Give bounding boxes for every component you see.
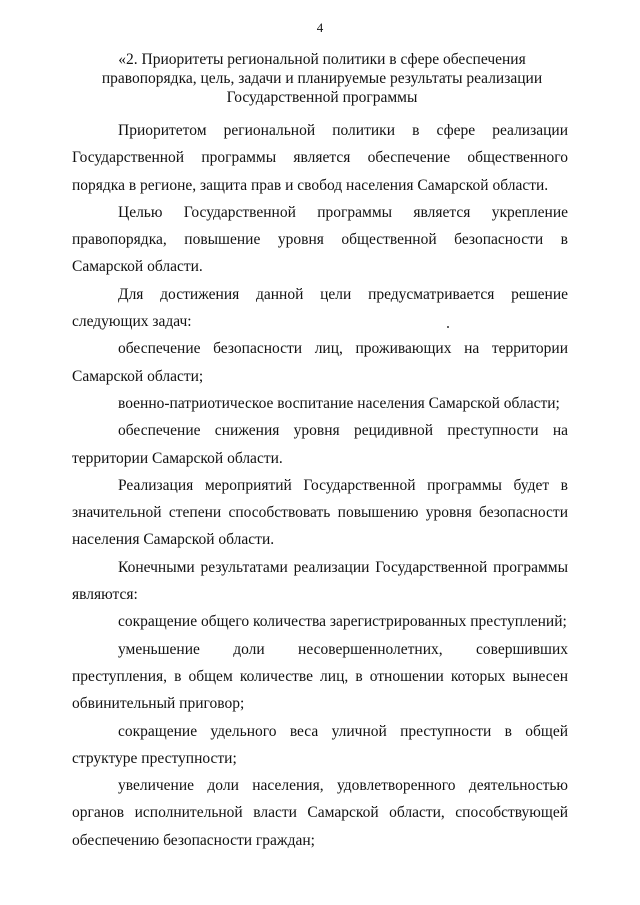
list-item: военно-патриотическое воспитание населения Самарской области; xyxy=(118,394,560,412)
list-item: сокращение общего количества зарегистрированных преступлений; xyxy=(118,613,567,631)
list-item: сокращение удельного веса уличной преступности в общей структуре преступности; xyxy=(72,722,568,767)
paragraph: Приоритетом региональной политики в сфере реализации Государственной программы является обеспечение общественного порядка в регионе, защита прав и свобод населения Самарской области. xyxy=(72,122,568,194)
paragraph: Для достижения данной цели предусматривается решение следующих задач: xyxy=(72,285,568,331)
paragraph: Конечными результатами реализации Государственной программы являются: xyxy=(72,558,568,604)
paragraph: Реализация мероприятий Государственной программы будет в значительной степени способствовать повышению уровня безопасности населения Самарской области. xyxy=(72,476,568,549)
document-body xyxy=(72,117,568,854)
list-item: обеспечение снижения уровня рецидивной преступности на территории Самарской области. xyxy=(72,422,568,467)
page-number: 4 xyxy=(316,20,324,35)
section-heading: «2. Приоритеты региональной политики в сфере обеспечения правопорядка, цель, задачи и планируемые результаты реализации Государственной программы xyxy=(101,51,543,106)
scan-speck xyxy=(447,326,449,328)
list-item: увеличение доли населения, удовлетворенного деятельностью органов исполнительной власти Самарской области, способствующей обеспечению безопасности граждан; xyxy=(72,777,568,849)
paragraph: Целью Государственной программы является укрепление правопорядка, повышение уровня общественной безопасности в Самарской области. xyxy=(72,203,568,276)
list-item: уменьшение доли несовершеннолетних, совершивших преступления, в общем количестве лиц, в отношении которых вынесен обвинительный приговор; xyxy=(72,640,568,713)
list-item: обеспечение безопасности лиц, проживающих на территории Самарской области; xyxy=(72,340,568,385)
